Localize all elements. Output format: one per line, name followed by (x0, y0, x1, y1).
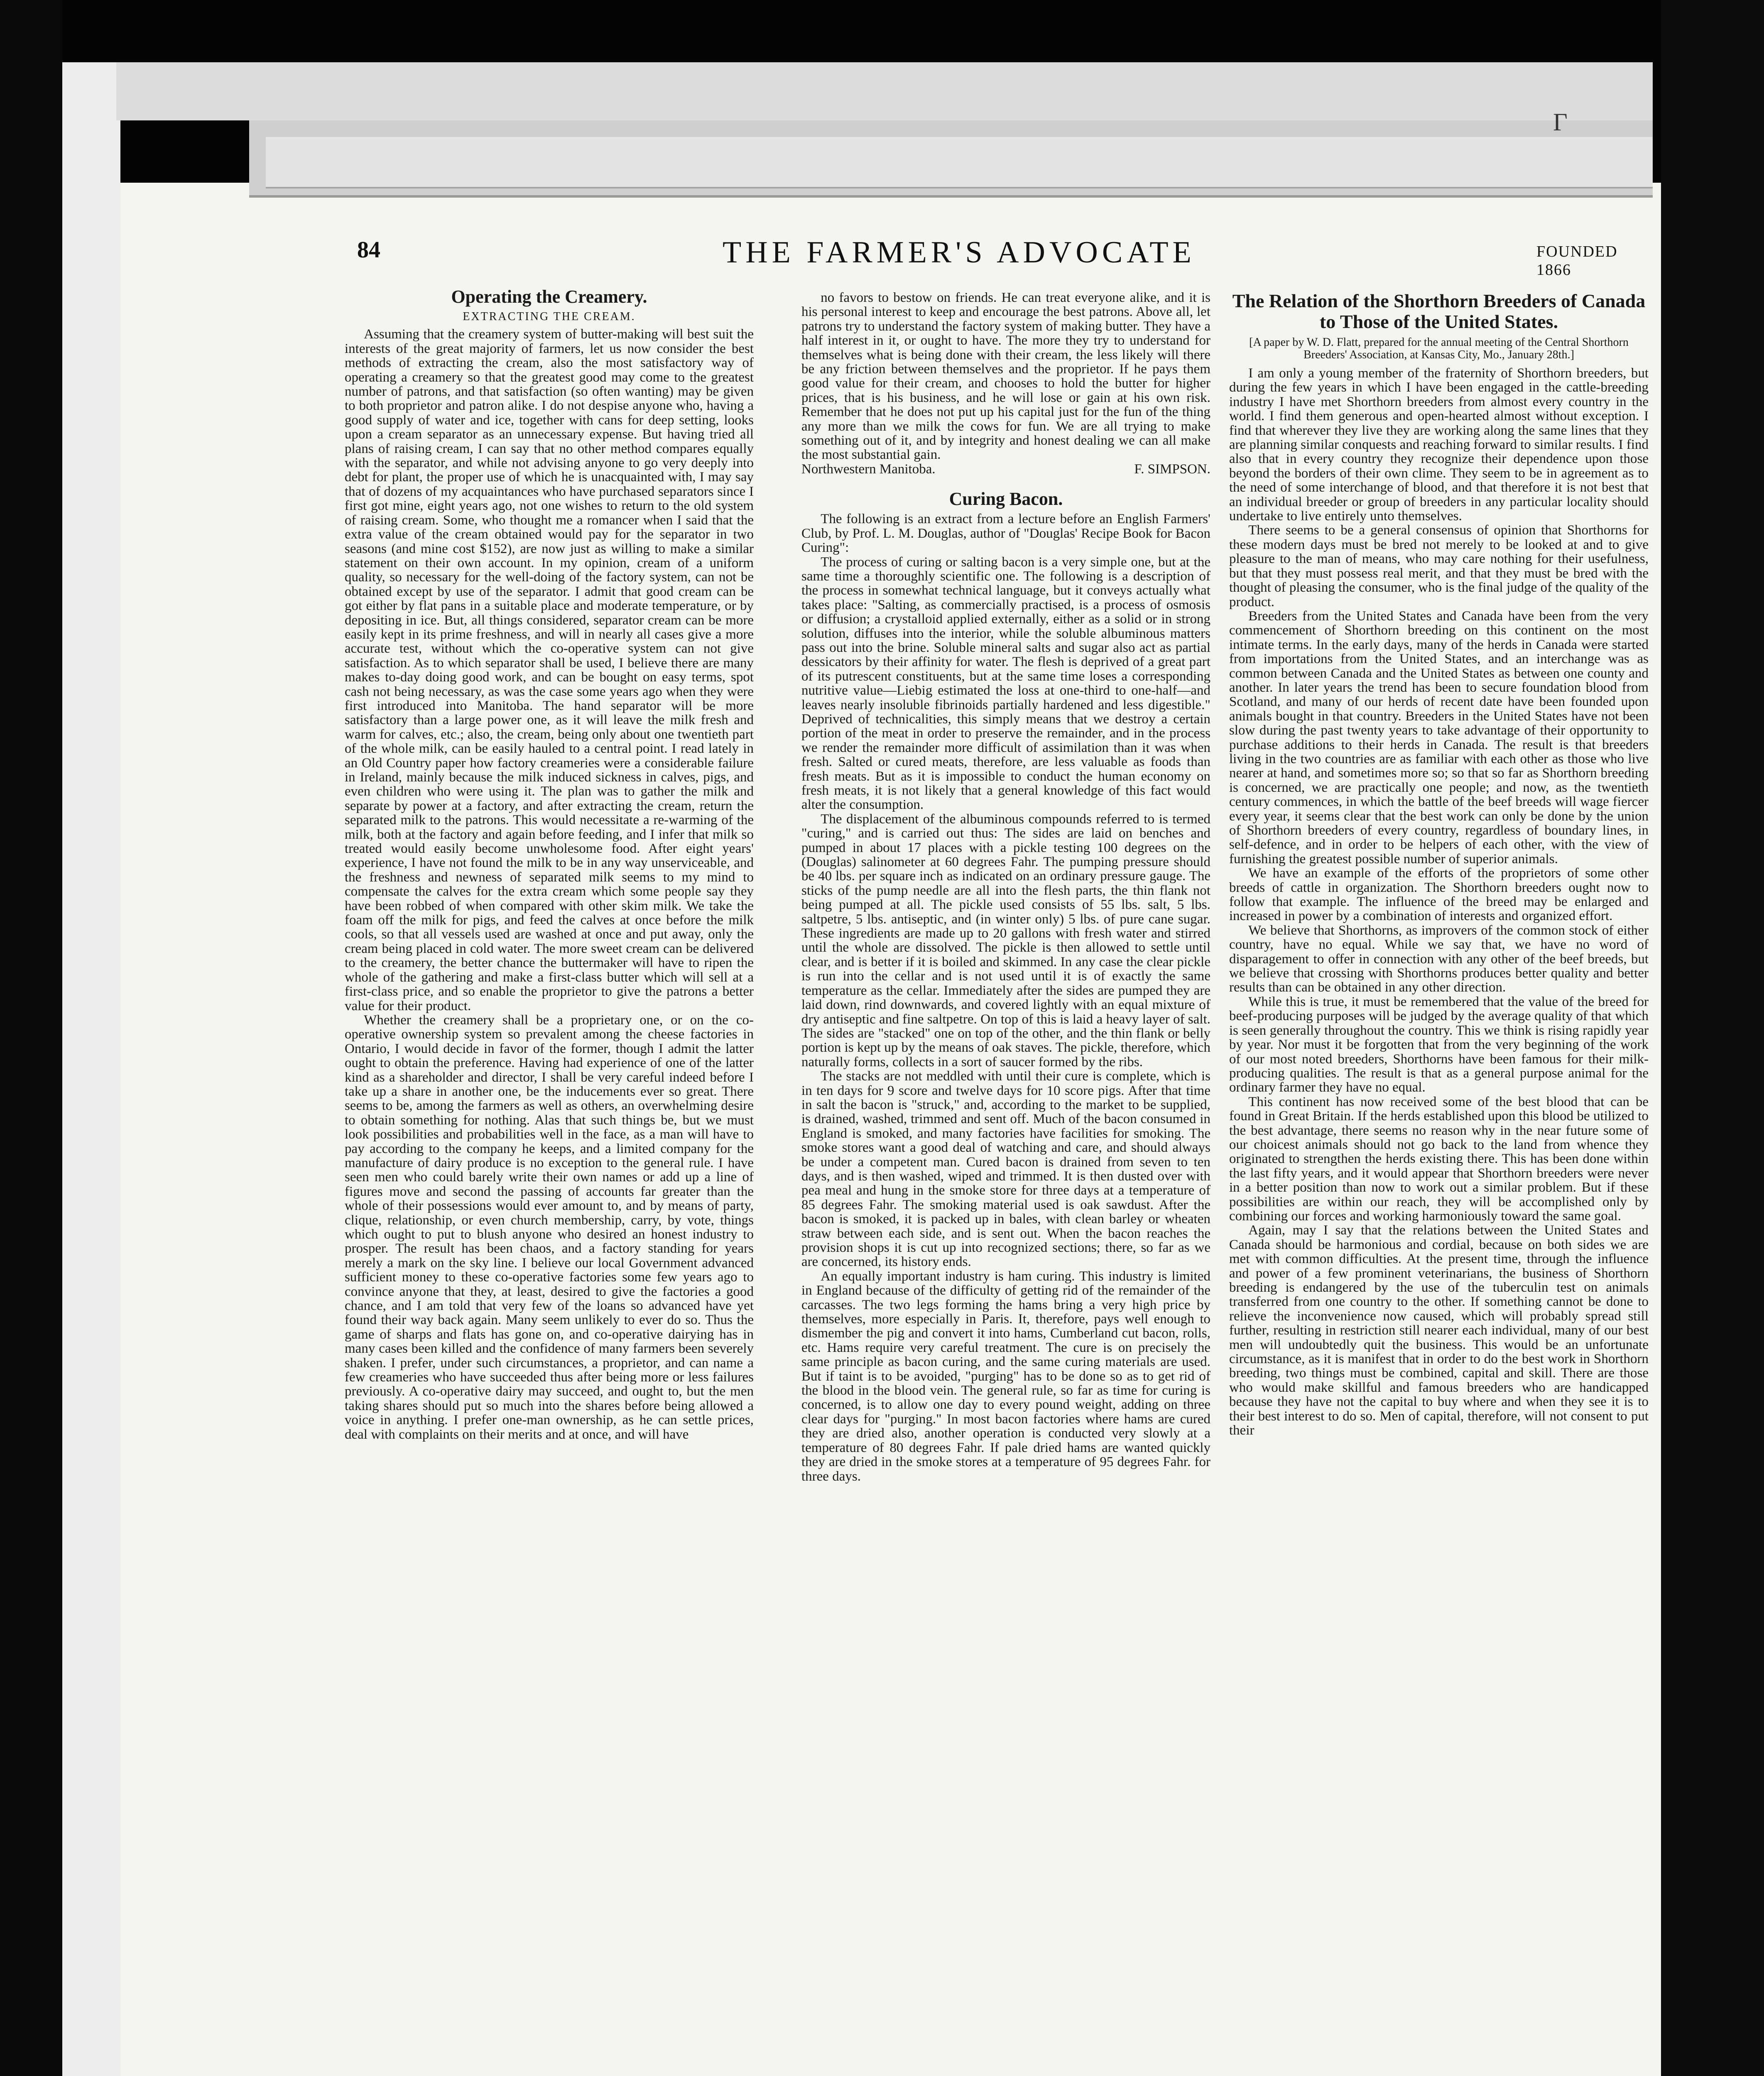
scan-border-left (0, 0, 62, 2076)
column-operating-creamery (345, 286, 754, 2064)
founded-label: FOUNDED 1866 (1536, 243, 1618, 279)
article-paragraph: no favors to bestow on friends. He can treat everyone alike, and it is his personal interest to keep and encourage the best patrons. Above all, let patrons try to understand the factory system of making butter. They have a half interest in it, or ought to have. The more they try to understand for themselves what is being done with their cream, the less likely will there be any friction between themselves and the proprietor. If he pays them good value for their cream, and chooses to hold the butter for higher prices, that is his business, and he will lose or gain at his own risk. Remember that he does not put up his capital just for the fun of the thing any more than we milk the cows for fun. We are all trying to make something out of it, and by integrity and honest dealing we can all make the most substantial gain. (801, 291, 1210, 463)
article-paragraph: This continent has now received some of the best blood that can be found in Great Britain. If the herds established upon this blood be utilized to the best advantage, there seems no reason why in the near future some of our choicest animals should not go back to the land from whence they originated to strengthen the herds existing there. This has been done within the last fifty years, and it would appear that Shorthorn breeders were never in a better position than now to work out a similar problem. But if these possibilities are within our reach, they will be accomplished only by combining our forces and working harmoniously toward the same goal. (1229, 1094, 1649, 1224)
column-curing-bacon (801, 291, 1210, 2068)
page-header (233, 235, 1636, 279)
article-paragraph: The stacks are not meddled with until their cure is complete, which is in ten days for 9 score and twelve days for 10 score pigs. After that time in salt the bacon is "struck," and, according to the market to be supplied, is drained, washed, trimmed and sent off. Much of the bacon consumed in England is smoked, and many factories have facilities for smoking. The smoke stores want a good deal of watching and care, and should always be under a competent man. Cured bacon is drained from seven to ten days, and is then washed, wiped and trimmed. It is then dusted over with pea meal and hung in the smoke store for three days at a temperature of 85 degrees Fahr. The smoking material used is oak sawdust. After the bacon is smoked, it is packed up in bales, with clean barley or wheaten straw between each side, and is sent out. When the bacon reaches the provision shops it is cut up into recognized sections; there, so far as we are concerned, its history ends. (801, 1069, 1210, 1270)
article-paragraph: There seems to be a general consensus of opinion that Shorthorns for these modern days must be bred not merely to be looked at and to give pleasure to the man of means, who may care nothing for their usefulness, but that they must possess real merit, and that they must be bred with the thought of pleasing the consumer, who is the final judge of the quality of the product. (1229, 523, 1649, 610)
article-paragraph: The following is an extract from a lecture before an English Farmers' Club, by Prof. L. M. Douglas, author of "Douglas' Recipe Book for Bacon Curing": (801, 512, 1210, 556)
article-paragraph: The displacement of the albuminous compounds referred to is termed "curing," and is carried out thus: The sides are laid on benches and pumped in about 17 places with a pickle testing 100 degrees on the (Douglas) salinometer at 60 degrees Fahr. The pumping pressure should be 40 lbs. per square inch as indicated on an ordinary pressure gauge. The sticks of the pump needle are all into the flesh parts, the thin flank not being pumped at all. The pickle used consists of 55 lbs. salt, 5 lbs. saltpetre, 5 lbs. antiseptic, and (in winter only) 5 lbs. of pure cane sugar. These ingredients are made up to 20 gallons with fresh water and stirred until the whole are dissolved. The pickle is then allowed to settle until clear, and is better if it is boiled and skimmed. In any case the clear pickle is run into the cellar and is not used until it is of exactly the same temperature as the cellar. Immediately after the sides are pumped they are laid down, rind downwards, and covered lightly with an equal mixture of dry antiseptic and fine saltpetre. On top of this is laid a heavy layer of salt. The sides are "stacked" one on top of the other, and the thin flank or belly portion is kept up by the means of oak staves. The pickle, therefore, which naturally forms, collects in a sort of saucer formed by the ribs. (801, 811, 1210, 1070)
article-signature (801, 462, 1210, 476)
signature-name: F. SIMPSON. (1134, 461, 1210, 477)
article-note: [A paper by W. D. Flatt, prepared for the annual meeting of the Central Shorthorn Breeders' Association, at Kansas City, Mo., January 28th.] (1249, 336, 1629, 361)
article-title: Operating the Creamery. (451, 286, 647, 307)
scan-border-right (1661, 0, 1764, 2076)
article-paragraph: The process of curing or salting bacon is a very simple one, but at the same time a thoroughly scientific one. The following is a description of the process in somewhat technical language, but it conveys actually what takes place: "Salting, as commercially practised, is a process of osmosis or diffusion; a crystalloid applied externally, either as a solid or in strong solution, diffuses into the interior, while the soluble albuminous matters pass out into the brine. Soluble mineral salts and sugar also act as partial dessicators by their affinity for water. The flesh is deprived of a great part of its putrescent constituents, but at the same time loses a corresponding nutritive value—Liebig estimated the loss at one-third to one-half—and leaves nearly insoluble fibrinoids partially hardened and less digestible." Deprived of technicalities, this simply means that we destroy a certain portion of the meat in order to preserve the remainder, and in the process we render the remainder more difficult of assimilation than it was when fresh. Salted or cured meats, therefore, are less valuable as foods than fresh meats. But as it is impossible to conduct the human economy on fresh meats, it is not likely that a general knowledge of this fact would alter the consumption. (801, 554, 1210, 813)
article-paragraph: We have an example of the efforts of the proprietors of some other breeds of cattle in organization. The Shorthorn breeders ought now to follow that example. The influence of the breed may be enlarged and increased in power by a combination of interests and organized effort. (1229, 866, 1649, 924)
article-paragraph: We believe that Shorthorns, as improvers of the common stock of either country, have no equal. While we say that, we have no word of disparagement to offer in connection with any other of the beef breeds, but we believe that crossing with Shorthorns produces better quality and better results than can be obtained in any other direction. (1229, 923, 1649, 995)
corner-mark: Γ (1553, 108, 1568, 136)
article-paragraph: Assuming that the creamery system of butter-making will best suit the interests of the great majority of farmers, let us now consider the best methods of extracting the cream, also the most satisfactory way of operating a creamery so that the greatest good may come to the greatest number of patrons, and that satisfaction (so often wanting) may be given to both proprietor and patron alike. I do not despise anyone who, having a good supply of water and ice, together with cans for deep setting, looks upon a cream separator as an unnecessary expense. But having tried all plans of raising cream, I can say that no other method compares equally with the separator, and while not advising anyone to go very deeply into debt for plant, the proper use of which he is unacquainted with, I may say that of dozens of my acquaintances who have purchased separators since I first got mine, eight years ago, not one wishes to return to the old system of raising cream. Some, who thought me a romancer when I said that the extra value of the cream obtained would pay for the separator in two seasons (and mine cost $152), are now just as willing to make a similar statement on their own account. In my opinion, cream of a uniform quality, so necessary for the well-doing of the factory system, can not be obtained except by use of the separator. I admit that good cream can be got either by flat pans in a suitable place and moderate temperature, or by depositing in ice. But, all things considered, separator cream can be more easily kept in its prime freshness, and will in nearly all cases give a more accurate test, without which the co-operative system can not give satisfaction. As to which separator shall be used, I believe there are many makes to-day doing good work, and can be bought on easy terms, spot cash not being necessary, as was the case some years ago when they were first introduced into Manitoba. The hand separator will be more satisfactory than a large power one, as it will leave the milk fresh and warm for calves, etc.; also, the cream, being only about one twentieth part of the whole milk, can be easily hauled to a central point. I read lately in an Old Country paper how factory creameries were a considerable failure in Ireland, mainly because the milk induced sickness in calves, pigs, and even children who were using it. The plan was to gather the milk and separate by power at a factory, and after extracting the cream, return the separated milk to the patrons. This would necessitate a re-warming of the milk, both at the factory and again before feeding, and I infer that milk so treated would easily become unwholesome food. After eight years' experience, I have not found the milk to be in any way unserviceable, and the freshness and newness of separated milk seems to my mind to compensate the calves for the extra cream which some people say they have been robbed of when compared with other skim milk. We take the foam off the milk for pigs, and feed the calves at once before the milk cools, so that all vessels used are washed at once and put away, only the cream being placed in cold water. The more sweet cream can be delivered to the creamery, the better chance the buttermaker will have to ripen the whole of the gathering and make a first-class butter which will sell at a first-class price, and so enable the proprietor to give the patrons a better value for their product. (345, 327, 754, 1014)
column-shorthorn-breeders (1229, 291, 1649, 2068)
article-paragraph: Again, may I say that the relations between the United States and Canada should be harmonious and cordial, because on both sides we are met with common difficulties. At the present time, through the influence and power of a few prominent veterinarians, the business of Shorthorn breeding is endangered by the use of the tuberculin test on animals transferred from one country to the other. If something cannot be done to relieve the inconvenience now caused, which will probably spread still further, resulting in restriction still nearer each individual, many of our best men will undoubtedly quit the business. This would be an unfortunate circumstance, as it is manifest that in order to do the best work in Shorthorn breeding, two things must be combined, capital and skill. There are those who would make skillful and famous breeders who are handicapped because they have not the capital to buy where and when they see it is to their best interest to do so. Men of capital, therefore, will not consent to put their (1229, 1223, 1649, 1438)
scan-margin-strip (62, 62, 120, 2076)
article-title: Curing Bacon. (949, 489, 1063, 509)
article-paragraph: Breeders from the United States and Canada have been from the very commencement of Shorthorn breeding on this continent on the most intimate terms. In the early days, many of the herds in Canada were started from importations from the United States, and an interchange was as common between Canada and the United States as between one county and another. In later years the trend has been to secure foundation blood from Scotland, and many of our herds of recent date have been founded upon animals bought in that country. Breeders in the United States have not been slow during the past twenty years to take advantage of their opportunity to purchase additions to their herds in Canada. The result is that breeders living in the two countries are as familiar with each other as those who live nearer at hand, and sometimes more so; so that so far as Shorthorn breeding is concerned, we are practically one people; and now, as the twentieth century commences, in which the battle of the beef breeds will wage fiercer every year, it seems clear that the best work can only be done by the union of Shorthorn breeders of every country, regardless of boundary lines, in self-defence, and in order to be helpers of each other, with the view of furnishing the greatest possible number of superior animals. (1229, 608, 1649, 867)
page-number: 84 (357, 237, 380, 263)
scan-top-margin (116, 62, 1653, 120)
article-paragraph: Whether the creamery shall be a proprietary one, or on the co-operative ownership system so prevalent among the cheese factories in Ontario, I would decide in favor of the former, though I admit the latter ought to obtain the preference. Having had experience of one of the latter kind as a shareholder and director, I shall be very careful indeed before I take up a share in another one, be the inducements ever so great. There seems to be, among the farmers as well as others, an overwhelming desire to obtain something for nothing. Alas that such things be, but we must look possibilities and probabilities well in the face, as a man will have to pay according to the company he keeps, and a limited company for the manufacture of dairy produce is no exception to the general rule. I have seen men who could barely write their own names or add up a line of figures move and second the passing of accounts far greater than the whole of their possessions would ever amount to, and by means of party, clique, relationship, or even church membership, carry, by vote, things which ought to put to blush anyone who desired an honest industry to prosper. The result has been chaos, and a factory standing for years merely a mark on the sky line. I believe our local Government advanced sufficient money to these co-operative factories some few years ago to convince anyone that they, at least, desired to give the factories a good chance, and I am told that very few of the loans so advanced have yet found their way back again. Many seem unlikely to ever do so. Thus the game of sharps and flats has gone on, and co-operative dairying has in many cases been killed and the confidence of many farmers been severely shaken. I prefer, under such circumstances, a proprietor, and can name a few creameries who have succeeded thus after being more or less failures previously. A co-operative dairy may succeed, and ought to, but the men taking shares should put so much into the shares before being allowed a voice in anything. I prefer one-man ownership, as he can settle prices, deal with complaints on their merits and at once, and will have (345, 1012, 754, 1442)
page-stack-edge-inner (266, 137, 1653, 189)
article-paragraph: An equally important industry is ham curing. This industry is limited in England because of the difficulty of getting rid of the remainder of the carcasses. The two legs forming the hams bring a very high price by themselves, more especially in Paris. It, therefore, pays well enough to dismember the pig and convert it into hams, Cumberland cut bacon, rolls, etc. Hams require very careful treatment. The cure is on precisely the same principle as bacon curing, and the same curing materials are used. But if taint is to be avoided, "purging" has to be done so as to get rid of the blood in the blood vein. The general rule, so far as time for curing is concerned, is to allow one day to every pound weight, adding on three clear days for "purging." In most bacon factories where hams are cured they are dried also, another operation is conducted very slowly at a temperature of 80 degrees Fahr. If pale dried hams are wanted quickly they are dried in the smoke stores at a temperature of 95 degrees Fahr. for three days. (801, 1268, 1210, 1484)
article-paragraph: While this is true, it must be remembered that the value of the breed for beef-producing purposes will be judged by the average quality of that which is seen generally throughout the country. This we think is rising rapidly year by year. Nor must it be forgotten that from the very beginning of the work of our most noted breeders, Shorthorns have been famous for their milk-producing qualities. The result is that as a general purpose animal for the ordinary farmer they have no equal. (1229, 994, 1649, 1095)
masthead-title: THE FARMER'S ADVOCATE (723, 235, 1196, 269)
article-title: The Relation of the Shorthorn Breeders of Canada to Those of the United States. (1232, 291, 1646, 332)
article-subtitle: EXTRACTING THE CREAM. (463, 310, 636, 323)
article-paragraph: I am only a young member of the fraternity of Shorthorn breeders, but during the few years in which I have been engaged in the cattle-breeding industry I have met Shorthorn breeders from almost every country in the world. I find them generous and open-hearted almost without exception. I find that wherever they live they are working along the same lines that they are planning similar conquests and reaching forward to similar results. I find also that in every country they recognize their dependence upon those beyond the borders of their own clime. They seem to be in agreement as to the need of some interchange of blood, and that therefore it is not best that an individual breeder or group of breeders in any particular locality should undertake to live entirely unto themselves. (1229, 366, 1649, 524)
signature-place: Northwestern Manitoba. (801, 461, 936, 477)
